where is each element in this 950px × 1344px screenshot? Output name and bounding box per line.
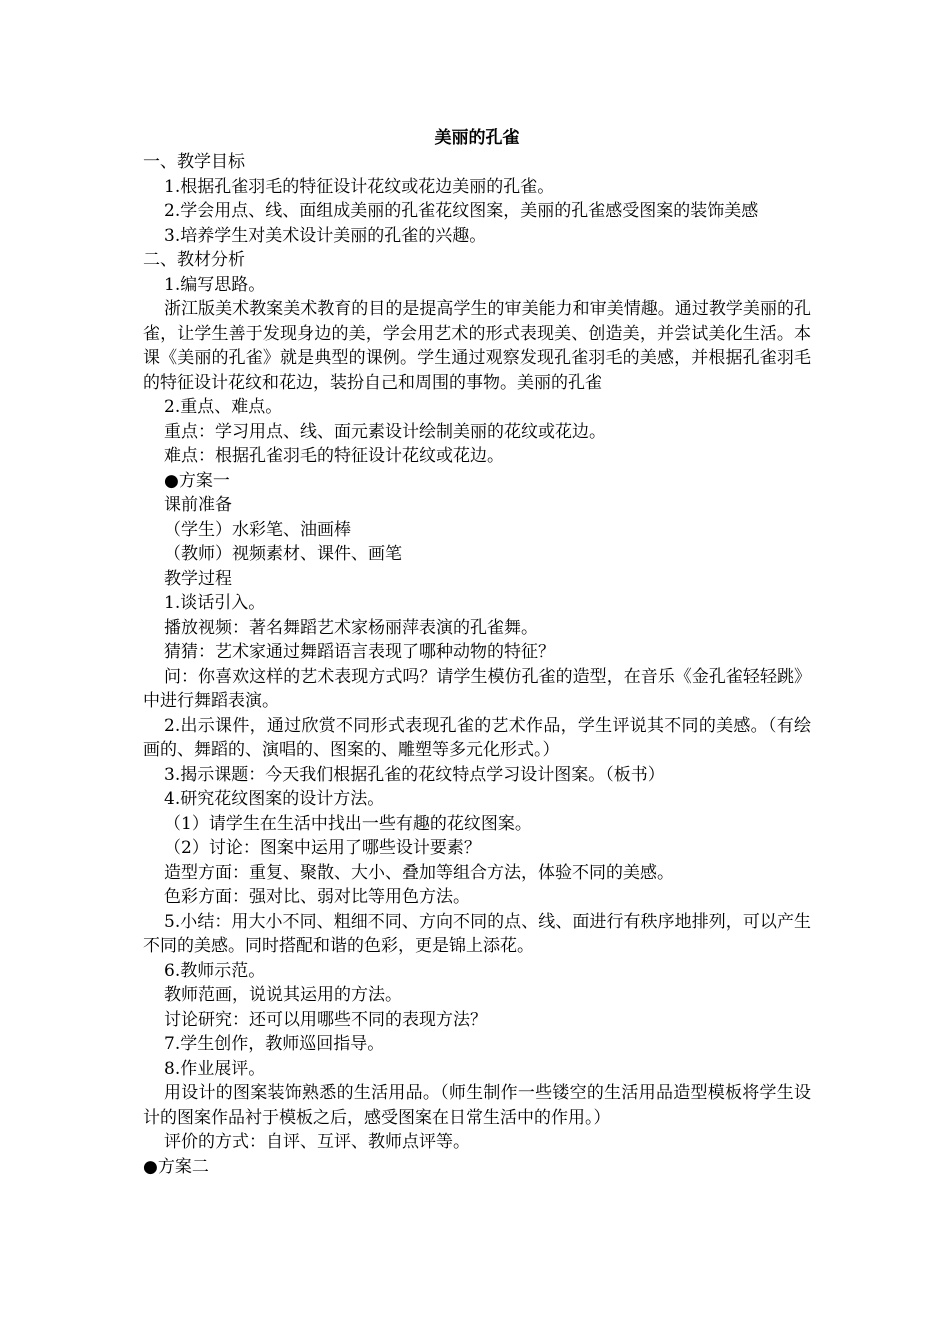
paragraph: 5.小结：用大小不同、粗细不同、方向不同的点、线、面进行有秩序地排列，可以产生不同的美感。同时搭配和谐的色彩，更是锦上添花。 [143,911,811,956]
paragraph: 评价的方式：自评、互评、教师点评等。 [164,1132,470,1152]
paragraph: （2）讨论：图案中运用了哪些设计要素？ [164,838,481,858]
paragraph: 2.重点、难点。 [164,397,283,417]
paragraph: 教师范画，说说其运用的方法。 [164,985,402,1005]
paragraph: 3.培养学生对美术设计美丽的孔雀的兴趣。 [164,225,487,246]
paragraph: 色彩方面：强对比、弱对比等用色方法。 [164,887,470,907]
paragraph: 2.学会用点、线、面组成美丽的孔雀花纹图案，美丽的孔雀感受图案的装饰美感 [164,201,759,221]
paragraph: （1）请学生在生活中找出一些有趣的花纹图案。 [164,813,532,834]
paragraph: 猜猜：艺术家通过舞蹈语言表现了哪种动物的特征？ [164,642,555,662]
paragraph: ●方案一 [164,470,230,491]
paragraph: 重点：学习用点、线、面元素设计绘制美丽的花纹或花边。 [164,421,606,442]
paragraph: 用设计的图案装饰熟悉的生活用品。（师生制作一些镂空的生活用品造型模板将学生设计的图案作品衬于模板之后，感受图案在日常生活中的作用。） [143,1083,811,1128]
paragraph: 3.揭示课题：今天我们根据孔雀的花纹特点学习设计图案。（板书） [164,764,665,785]
paragraph: 1.谈话引入。 [164,593,266,613]
paragraph: 4.研究花纹图案的设计方法。 [164,789,385,809]
paragraph: ●方案二 [143,1156,209,1177]
paragraph: 浙江版美术教案美术教育的目的是提高学生的审美能力和审美情趣。通过教学美丽的孔雀，让学生善于发现身边的美，学会用艺术的形式表现美、创造美，并尝试美化生活。本课《美丽的孔雀》就是典型的课例。学生通过观察发现孔雀羽毛的美感，并根据孔雀羽毛的特征设计花纹和花边，装扮自己和周围的事物。美丽的孔雀 [143,299,811,393]
paragraph: 6.教师示范。 [164,960,266,981]
document-title: 美丽的孔雀 [434,128,520,148]
paragraph: （学生）水彩笔、油画棒 [164,519,351,540]
paragraph: 造型方面：重复、聚散、大小、叠加等组合方法，体验不同的美感。 [164,862,674,883]
document-body [143,150,811,1179]
paragraph: 二、教材分析 [143,250,245,270]
paragraph: 2.出示课件，通过欣赏不同形式表现孔雀的艺术作品，学生评说其不同的美感。（有绘画的、舞蹈的、演唱的、图案的、雕塑等多元化形式。） [143,715,811,760]
paragraph: 一、教学目标 [143,152,245,172]
paragraph: 7.学生创作，教师巡回指导。 [164,1034,385,1054]
paragraph: 讨论研究：还可以用哪些不同的表现方法？ [164,1009,487,1030]
paragraph: 1.根据孔雀羽毛的特征设计花纹或花边美丽的孔雀。 [164,176,555,197]
paragraph: 播放视频：著名舞蹈艺术家杨丽萍表演的孔雀舞。 [164,617,538,638]
paragraph: 教学过程 [164,568,232,589]
paragraph: 课前准备 [164,495,232,515]
paragraph: 1.编写思路。 [164,274,266,295]
paragraph: （教师）视频素材、课件、画笔 [164,544,402,564]
paragraph: 问：你喜欢这样的艺术表现方式吗？请学生模仿孔雀的造型，在音乐《金孔雀轻轻跳》中进行舞蹈表演。 [143,666,811,711]
paragraph: 8.作业展评。 [164,1058,266,1079]
document-page [143,126,811,1179]
paragraph: 难点：根据孔雀羽毛的特征设计花纹或花边。 [164,446,504,466]
